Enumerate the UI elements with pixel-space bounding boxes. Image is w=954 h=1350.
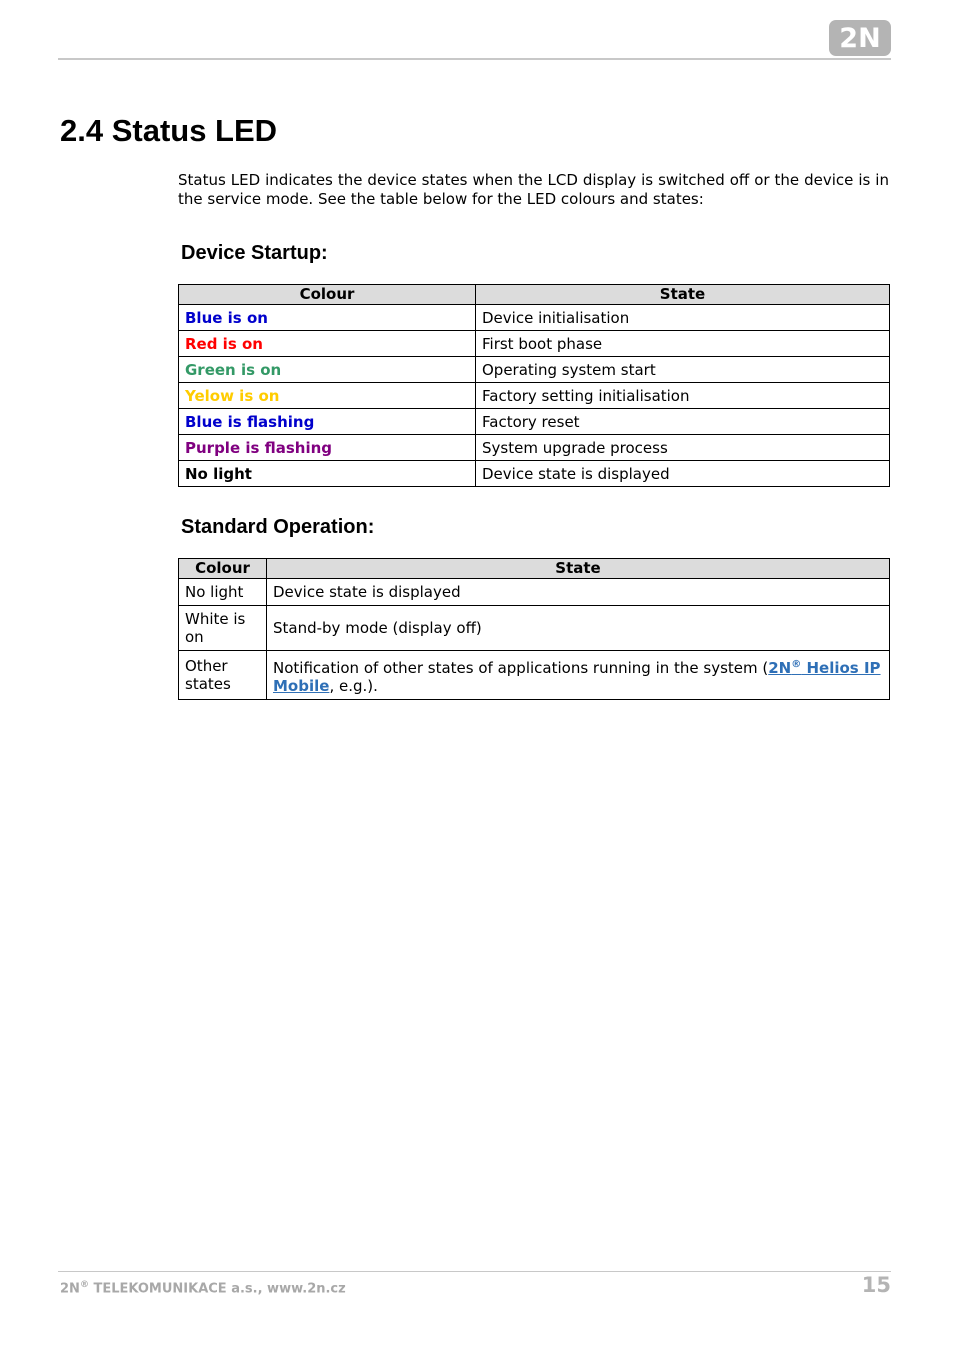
colour-cell: Yelow is on <box>179 383 476 409</box>
state-cell: Device initialisation <box>476 305 890 331</box>
table-header-row <box>179 285 890 305</box>
state-cell: Factory reset <box>476 409 890 435</box>
page-number: 15 <box>861 1273 891 1297</box>
logo-text: 2N <box>839 22 881 54</box>
colour-cell: Red is on <box>179 331 476 357</box>
state-cell: Device state is displayed <box>267 579 890 606</box>
link-text-product: Helios IP Mobile <box>273 658 881 695</box>
device-startup-table <box>178 284 890 487</box>
colour-cell: Blue is on <box>179 305 476 331</box>
table-row <box>179 435 890 461</box>
table-row <box>179 305 890 331</box>
table-row <box>179 579 890 606</box>
colour-cell: Blue is flashing <box>179 409 476 435</box>
footer-brand: 2N <box>60 1281 80 1297</box>
state-cell: System upgrade process <box>476 435 890 461</box>
table-row <box>179 651 890 700</box>
column-header-state: State <box>476 285 890 305</box>
state-cell: Factory setting initialisation <box>476 383 890 409</box>
link-text-brand: 2N <box>768 658 792 677</box>
state-text-before: Notification of other states of applications running in the system ( <box>273 658 769 677</box>
state-cell: Operating system start <box>476 357 890 383</box>
state-cell: Device state is displayed <box>476 461 890 487</box>
standard-operation-table <box>178 558 890 700</box>
table-row <box>179 331 890 357</box>
standard-operation-heading: Standard Operation: <box>181 516 375 538</box>
page-title: 2.4 Status LED <box>60 113 278 148</box>
registered-mark: ® <box>791 658 802 670</box>
column-header-colour: Colour <box>179 559 267 579</box>
header-rule <box>58 58 891 60</box>
state-text-after: , e.g.). <box>329 676 378 695</box>
colour-cell: White is on <box>179 606 267 651</box>
table-row <box>179 383 890 409</box>
table-row <box>179 606 890 651</box>
column-header-colour: Colour <box>179 285 476 305</box>
colour-cell: No light <box>179 461 476 487</box>
footer-company-text: TELEKOMUNIKACE a.s., www.2n.cz <box>88 1281 346 1297</box>
intro-paragraph: Status LED indicates the device states when the LCD display is switched off or the device is in the service mode. See the table below for the LED colours and states: <box>178 171 889 208</box>
column-header-state: State <box>267 559 890 579</box>
state-cell: Stand-by mode (display off) <box>267 606 890 651</box>
footer-registered-mark: ® <box>79 1280 89 1290</box>
footer-rule <box>58 1271 891 1272</box>
colour-cell: Purple is flashing <box>179 435 476 461</box>
state-cell <box>267 651 890 700</box>
table-row <box>179 357 890 383</box>
colour-cell: Other states <box>179 651 267 700</box>
table-row <box>179 409 890 435</box>
colour-cell: Green is on <box>179 357 476 383</box>
colour-cell: No light <box>179 579 267 606</box>
table-header-row <box>179 559 890 579</box>
footer-company <box>60 1280 346 1296</box>
state-cell: First boot phase <box>476 331 890 357</box>
device-startup-heading: Device Startup: <box>181 242 328 264</box>
brand-logo <box>829 20 891 56</box>
table-row <box>179 461 890 487</box>
